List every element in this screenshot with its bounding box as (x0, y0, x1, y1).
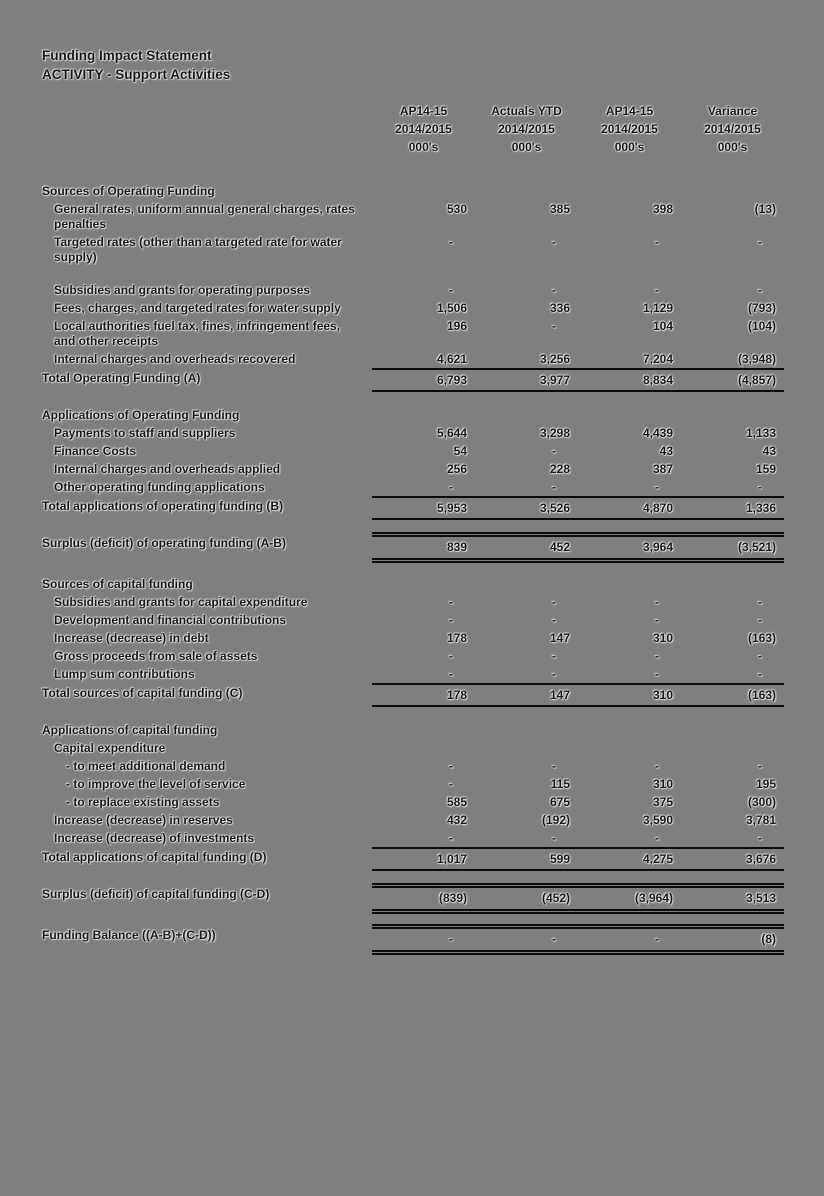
table-row (42, 775, 784, 793)
row-label: Internal charges and overheads recovered (54, 351, 296, 366)
funding-table-body (42, 182, 784, 952)
cell-value: 4,439 (642, 425, 673, 440)
cell-value: (4,857) (681, 369, 784, 391)
cell-value: - (758, 612, 762, 627)
cell-value (475, 739, 578, 757)
cell-value: (192) (541, 812, 570, 827)
row-label: Capital expenditure (54, 740, 166, 755)
cell-value (578, 182, 681, 200)
column-header-label: AP14-15 (605, 104, 654, 118)
cell-value: 159 (755, 461, 776, 476)
column-header-units: 000's (717, 140, 748, 154)
cell-value: 5,644 (436, 425, 467, 440)
cell-value: 310 (652, 630, 673, 645)
row-label: Internal charges and overheads applied (54, 461, 281, 476)
cell-value: - (552, 666, 556, 681)
column-header-units: 000's (408, 140, 439, 154)
cell-value (372, 739, 475, 757)
cell-value: (3,521) (681, 534, 784, 560)
cell-value: (300) (747, 794, 776, 809)
cell-value: 3,298 (539, 425, 570, 440)
row-label: - to replace existing assets (66, 794, 220, 809)
cell-value: - (449, 666, 453, 681)
cell-value: - (552, 318, 556, 333)
cell-value: 3,590 (642, 812, 673, 827)
cell-value: - (655, 612, 659, 627)
column-header-label: AP14-15 (399, 104, 448, 118)
cell-value: (163) (747, 630, 776, 645)
row-label: Applications of capital funding (42, 722, 218, 737)
cell-value (578, 721, 681, 739)
cell-value: - (758, 479, 762, 494)
cell-value: - (758, 648, 762, 663)
cell-value: (452) (475, 885, 578, 911)
table-row (42, 848, 784, 870)
cell-value: - (758, 666, 762, 681)
table-row (42, 647, 784, 665)
cell-value (475, 406, 578, 424)
cell-value (681, 575, 784, 593)
cell-value: - (655, 234, 659, 249)
cell-value: 54 (453, 443, 467, 458)
spacer-cell (42, 266, 784, 281)
table-row (42, 611, 784, 629)
row-label: Fees, charges, and targeted rates for water supply (54, 300, 341, 315)
table-row (42, 665, 784, 684)
cell-value (578, 575, 681, 593)
cell-value: 599 (475, 848, 578, 870)
cell-value (578, 406, 681, 424)
table-row (42, 721, 784, 739)
table-row (42, 424, 784, 442)
cell-value: - (552, 648, 556, 663)
cell-value: 310 (652, 776, 673, 791)
row-label: Subsidies and grants for capital expenditure (54, 594, 308, 609)
column-header (475, 88, 578, 182)
column-header-units: 000's (614, 140, 645, 154)
cell-value: - (449, 758, 453, 773)
cell-value: 8,834 (578, 369, 681, 391)
cell-value: - (578, 926, 681, 952)
table-row (42, 684, 784, 706)
cell-value: 256 (446, 461, 467, 476)
cell-value: 43 (762, 443, 776, 458)
cell-value: 1,506 (436, 300, 467, 315)
cell-value: 585 (446, 794, 467, 809)
cell-value: (8) (681, 926, 784, 952)
cell-value: 5,953 (372, 497, 475, 519)
column-header-label: Actuals YTD (491, 104, 562, 118)
table-row (42, 757, 784, 775)
table-row (42, 793, 784, 811)
cell-value: 3,964 (578, 534, 681, 560)
cell-value: - (449, 612, 453, 627)
column-header-units: 000's (511, 140, 542, 154)
column-header-period: 2014/2015 (498, 122, 555, 136)
cell-value: 4,275 (578, 848, 681, 870)
row-label: Payments to staff and suppliers (54, 425, 236, 440)
column-header-period: 2014/2015 (601, 122, 658, 136)
cell-value: - (449, 594, 453, 609)
row-label: Increase (decrease) of investments (54, 830, 255, 845)
cell-value (372, 721, 475, 739)
cell-value: 398 (652, 201, 673, 216)
row-label: Surplus (deficit) of capital funding (C-D) (42, 886, 270, 901)
cell-value (475, 575, 578, 593)
cell-value: 387 (652, 461, 673, 476)
cell-value (372, 575, 475, 593)
cell-value: (839) (372, 885, 475, 911)
cell-value: 104 (652, 318, 673, 333)
cell-value: 310 (578, 684, 681, 706)
cell-value: 336 (549, 300, 570, 315)
row-label: Other operating funding applications (54, 479, 265, 494)
cell-value: - (552, 443, 556, 458)
row-label: Increase (decrease) in debt (54, 630, 209, 645)
cell-value: 452 (475, 534, 578, 560)
cell-value: 385 (549, 201, 570, 216)
row-label: Total applications of capital funding (D) (42, 849, 267, 864)
table-row (42, 406, 784, 424)
row-label: Surplus (deficit) of operating funding (A-B) (42, 535, 286, 550)
cell-value: - (449, 282, 453, 297)
cell-value: - (655, 479, 659, 494)
cell-value: 147 (549, 630, 570, 645)
cell-value: - (449, 776, 453, 791)
spacer-cell (42, 870, 784, 885)
spacer-row (42, 911, 784, 926)
table-row (42, 281, 784, 299)
cell-value: 530 (446, 201, 467, 216)
table-row (42, 350, 784, 369)
cell-value: 839 (372, 534, 475, 560)
table-row (42, 885, 784, 911)
cell-value: - (655, 282, 659, 297)
cell-value: 3,977 (475, 369, 578, 391)
spacer-cell (42, 519, 784, 534)
cell-value: 178 (372, 684, 475, 706)
cell-value (681, 721, 784, 739)
spacer-row (42, 519, 784, 534)
row-label: Total sources of capital funding (C) (42, 685, 243, 700)
row-label: - to improve the level of service (66, 776, 246, 791)
table-row (42, 317, 784, 350)
cell-value: - (372, 926, 475, 952)
cell-value: 178 (446, 630, 467, 645)
label-column-header (42, 88, 372, 182)
table-row (42, 593, 784, 611)
cell-value: - (552, 612, 556, 627)
cell-value: - (552, 282, 556, 297)
cell-value: 375 (652, 794, 673, 809)
column-header-period: 2014/2015 (704, 122, 761, 136)
table-row (42, 233, 784, 266)
cell-value: - (655, 666, 659, 681)
cell-value: 3,526 (475, 497, 578, 519)
cell-value: 6,793 (372, 369, 475, 391)
row-label: Gross proceeds from sale of assets (54, 648, 258, 663)
table-row (42, 200, 784, 233)
table-row (42, 534, 784, 560)
page-title: Funding Impact Statement (42, 48, 212, 63)
cell-value (681, 739, 784, 757)
cell-value (681, 406, 784, 424)
row-label: - to meet additional demand (66, 758, 226, 773)
table-row (42, 739, 784, 757)
spacer-cell (42, 560, 784, 575)
row-label: Sources of Operating Funding (42, 183, 215, 198)
cell-value: 147 (475, 684, 578, 706)
cell-value: (104) (747, 318, 776, 333)
cell-value: 196 (446, 318, 467, 333)
cell-value: 3,513 (681, 885, 784, 911)
column-header-period: 2014/2015 (395, 122, 452, 136)
cell-value: 1,017 (372, 848, 475, 870)
row-label: Finance Costs (54, 443, 137, 458)
cell-value: - (758, 830, 762, 845)
table-row (42, 369, 784, 391)
cell-value: - (758, 594, 762, 609)
spacer-row (42, 266, 784, 281)
cell-value: 1,129 (642, 300, 673, 315)
row-label: Applications of Operating Funding (42, 407, 240, 422)
cell-value (475, 721, 578, 739)
spacer-row (42, 391, 784, 406)
cell-value: 3,256 (539, 351, 570, 366)
cell-value: - (449, 479, 453, 494)
column-header (578, 88, 681, 182)
funding-impact-table (42, 88, 784, 955)
row-label: Subsidies and grants for operating purposes (54, 282, 311, 297)
cell-value: - (552, 594, 556, 609)
row-label: Local authorities fuel tax, fines, infringement fees, and other receipts (54, 318, 341, 348)
table-row (42, 829, 784, 848)
row-label: General rates, uniform annual general charges, rates penalties (54, 201, 355, 231)
cell-value: - (552, 234, 556, 249)
cell-value: 7,204 (642, 351, 673, 366)
table-row (42, 442, 784, 460)
cell-value: 1,336 (681, 497, 784, 519)
cell-value: - (758, 234, 762, 249)
row-label: Lump sum contributions (54, 666, 195, 681)
cell-value (372, 182, 475, 200)
row-label: Sources of capital funding (42, 576, 193, 591)
cell-value: - (552, 479, 556, 494)
cell-value: - (655, 648, 659, 663)
spacer-row (42, 870, 784, 885)
cell-value: - (552, 830, 556, 845)
cell-value: 432 (446, 812, 467, 827)
cell-value: 4,870 (578, 497, 681, 519)
row-label: Increase (decrease) in reserves (54, 812, 233, 827)
table-row (42, 811, 784, 829)
spacer-cell (42, 911, 784, 926)
page-subtitle: ACTIVITY - Support Activities (42, 67, 231, 82)
cell-value: 3,781 (745, 812, 776, 827)
cell-value: 1,133 (745, 425, 776, 440)
cell-value: - (449, 234, 453, 249)
cell-value: - (758, 282, 762, 297)
cell-value: 195 (755, 776, 776, 791)
cell-value: 4,621 (436, 351, 467, 366)
spacer-row (42, 706, 784, 721)
table-row (42, 926, 784, 952)
column-header-label: Variance (707, 104, 758, 118)
column-header (372, 88, 475, 182)
cell-value: - (552, 758, 556, 773)
spacer-cell (42, 706, 784, 721)
cell-value: - (475, 926, 578, 952)
cell-value: - (655, 830, 659, 845)
cell-value: (793) (747, 300, 776, 315)
cell-value: - (758, 758, 762, 773)
cell-value (475, 182, 578, 200)
cell-value (681, 182, 784, 200)
table-row (42, 460, 784, 478)
table-row (42, 575, 784, 593)
table-row (42, 182, 784, 200)
table-row (42, 497, 784, 519)
cell-value: (3,948) (737, 351, 776, 366)
row-label: Total Operating Funding (A) (42, 370, 201, 385)
cell-value: - (449, 830, 453, 845)
table-header (42, 88, 784, 182)
cell-value: (163) (681, 684, 784, 706)
cell-value: 675 (549, 794, 570, 809)
column-header (681, 88, 784, 182)
cell-value: 43 (659, 443, 673, 458)
row-label: Total applications of operating funding (B) (42, 498, 284, 513)
row-label: Targeted rates (other than a targeted rate for water supply) (54, 234, 342, 264)
cell-value (578, 739, 681, 757)
spacer-row (42, 560, 784, 575)
cell-value: 3,676 (681, 848, 784, 870)
cell-value: 228 (549, 461, 570, 476)
spacer-cell (42, 391, 784, 406)
cell-value: - (449, 648, 453, 663)
row-label: Funding Balance ((A-B)+(C-D)) (42, 927, 216, 942)
row-label: Development and financial contributions (54, 612, 287, 627)
table-row (42, 299, 784, 317)
header-row (42, 88, 784, 182)
cell-value: (3,964) (578, 885, 681, 911)
table-row (42, 629, 784, 647)
cell-value: 115 (550, 776, 570, 791)
cell-value: (13) (754, 201, 776, 216)
cell-value: - (655, 594, 659, 609)
cell-value: - (655, 758, 659, 773)
table-row (42, 478, 784, 497)
cell-value (372, 406, 475, 424)
